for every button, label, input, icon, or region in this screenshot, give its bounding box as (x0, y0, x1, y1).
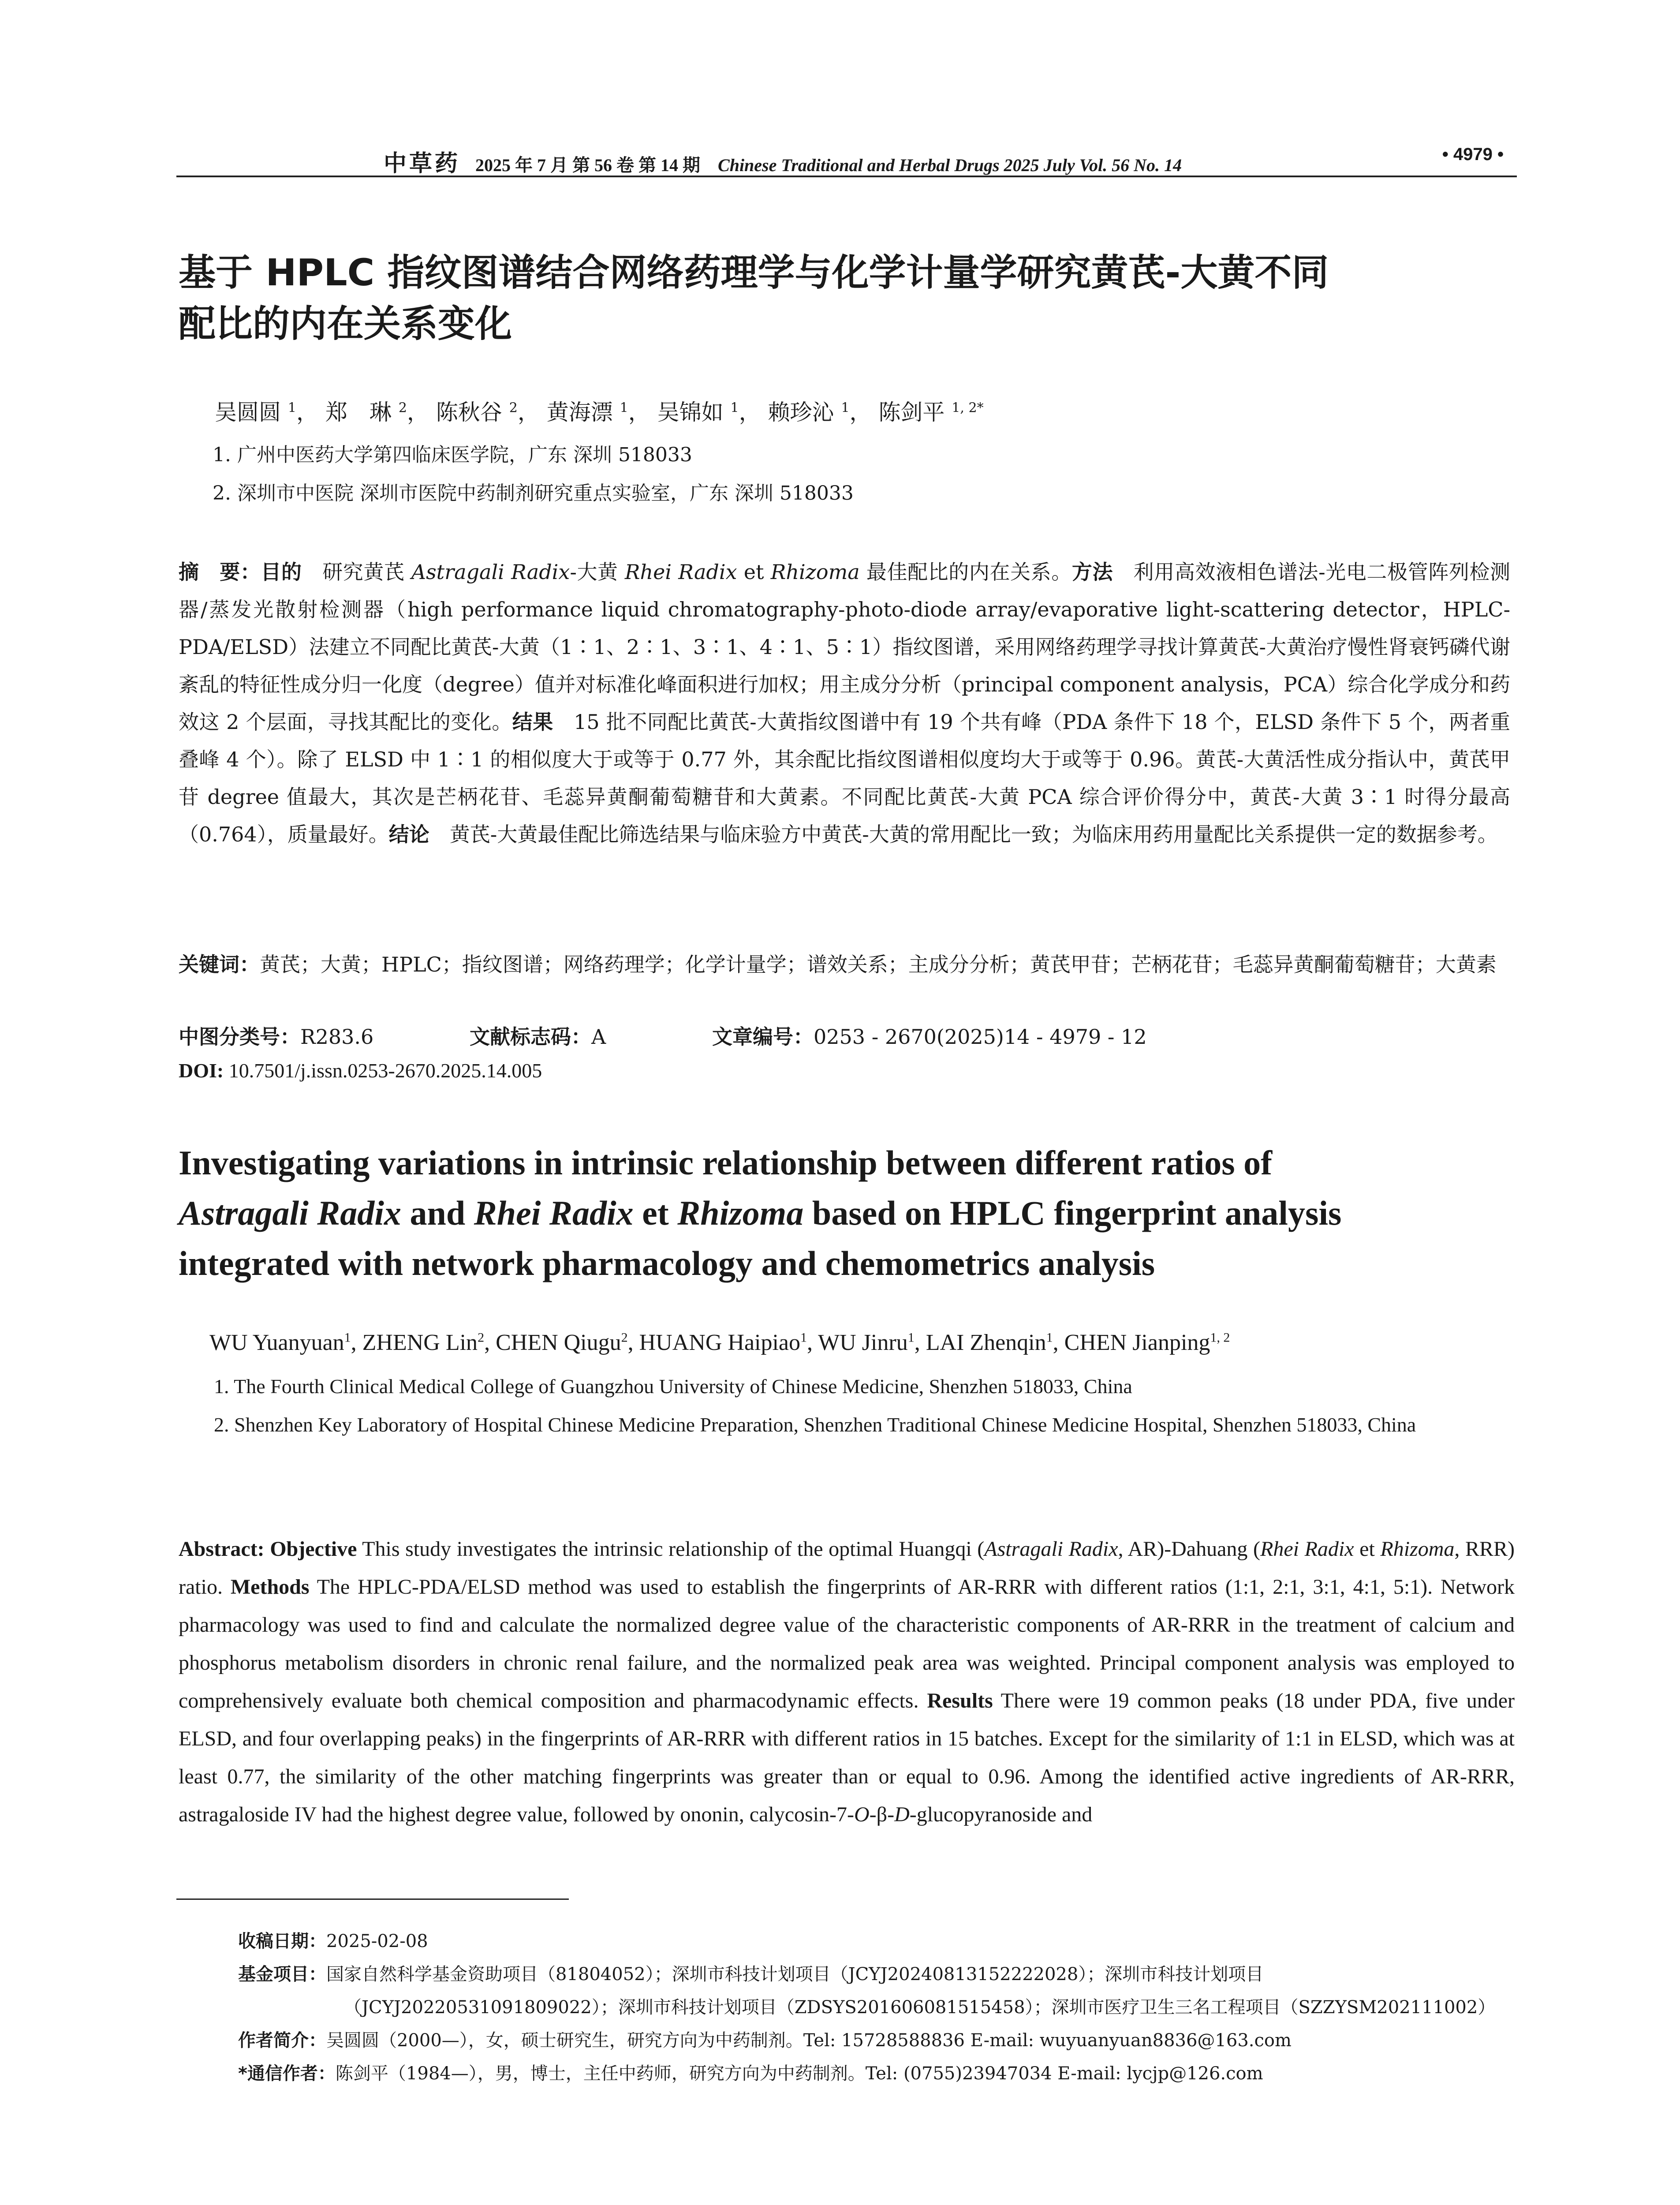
cn-methods-label: 方法 (1071, 560, 1113, 584)
article-no-value: 0253 - 2670(2025)14 - 4979 - 12 (814, 1025, 1147, 1049)
cn-author: 赖珍沁 $^1$ (768, 400, 850, 425)
doi-link[interactable]: 10.7501/j.issn.0253-2670.2025.14.005 (224, 1059, 542, 1082)
footnotes (238, 1925, 1517, 2090)
cn-author: 陈剑平 $^{1, 2*}$ (878, 400, 984, 425)
cn-authors: 吴圆圆 $^1$， 郑 琳 $^2$， 陈秋谷 $^2$， 黄海漂 $^1$， 吴锦如 $^1$， 赖珍沁 $^1$， 陈剑平 $^{1, 2*}$ (215, 400, 984, 425)
en-abstract-label: Abstract: Objective (179, 1537, 357, 1561)
journal-mark: 中草药 (384, 151, 461, 176)
cn-methods-text: 利用高效液相色谱法-光电二极管阵列检测器/蒸发光散射检测器（high performance liquid chromatography-photo-diode array/evaporative light-scattering detector，HPLC-PDA/ELSD）法建立不同配比黄芪-大黄（1∶1、2∶1、3∶1、4∶1、5∶1）指纹图谱，采用网络药理学寻找计算黄芪-大黄治疗慢性肾衰钙磷代谢紊乱的特征性成分归一化度（degree）值并对标准化峰面积进行加权；用主成分分析（principal component analysis，PCA）综合化学成分和药效这 2 个层面，寻找其配比的变化。 (179, 560, 1511, 734)
en-results-label: Results (927, 1689, 993, 1712)
cn-author: 陈秋谷 $^2$ (436, 400, 518, 425)
journal-info (384, 145, 1182, 178)
cn-author: 吴圆圆 $^1$ (215, 400, 296, 425)
en-methods-text: The HPLC-PDA/ELSD method was used to establish the fingerprints of AR-RRR with different ratios (1:1, 2:1, 3:1, 4:1, 5:1). Network pharmacology was used to find and calculate the normalized degree value of the characteristic components of AR-RRR in the treatment of calcium and phosphorus metabolism disorders in chronic renal failure, and the normalized peak area was weighted. Principal component analysis was employed to comprehensively evaluate both chemical composition and pharmacodynamic effects. (179, 1575, 1515, 1712)
journal-cn-issue: 2025 年 7 月 第 56 卷 第 14 期 (475, 155, 701, 175)
en-affiliation-2: 2. Shenzhen Key Laboratory of Hospital Chinese Medicine Preparation, Shenzhen Traditional Chinese Medicine Hospital, Shenzhen 518033, China (214, 1413, 1416, 1436)
cn-results-label: 结果 (512, 710, 553, 734)
cn-abstract: 摘 要：目的 研究黄芪 Astragali Radix-大黄 Rhei Radix et Rhizoma 最佳配比的内在关系。方法 利用高效液相色谱法-光电二极管阵列检测器/蒸发光散射检测器（high performance liquid chromatography-photo-diode array/evaporative light-scattering detector，HPLC-PDA/ELSD）法建立不同配比黄芪-大黄（1∶1、2∶1、3∶1、4∶1、5∶1）指纹图谱，采用网络药理学寻找计算黄芪-大黄治疗慢性肾衰钙磷代谢紊乱的特征性成分归一化度（degree）值并对标准化峰面积进行加权；用主成分分析（principal component analysis，PCA）综合化学成分和药效这 2 个层面，寻找其配比的变化。结果 15 批不同配比黄芪-大黄指纹图谱中有 19 个共有峰（PDA 条件下 18 个，ELSD 条件下 5 个，两者重叠峰 4 个）。除了 ELSD 中 1∶1 的相似度大于或等于 0.77 外，其余配比指纹图谱相似度均大于或等于 0.96。黄芪-大黄活性成分指认中，黄芪甲苷 degree 值最大，其次是芒柄花苷、毛蕊异黄酮葡萄糖苷和大黄素。不同配比黄芪-大黄 PCA 综合评价得分中，黄芪-大黄 3∶1 时得分最高（0.764），质量最好。结论 黄芪-大黄最佳配比筛选结果与临床验方中黄芪-大黄的常用配比一致；为临床用药用量配比关系提供一定的数据参考。 (179, 560, 1511, 846)
clc-value: R283.6 (300, 1025, 374, 1049)
en-title-line3: integrated with network pharmacology and chemometrics analysis (179, 1244, 1155, 1282)
cn-author: 吴锦如 $^1$ (657, 400, 739, 425)
cn-conclusion-label: 结论 (388, 822, 429, 846)
en-author: ZHENG Lin$^2$ (362, 1330, 485, 1355)
article-no-label: 文章编号： (712, 1025, 814, 1049)
cn-keywords-text: 黄芪；大黄；HPLC；指纹图谱；网络药理学；化学计量学；谱效关系；主成分分析；黄芪甲苷；芒柄花苷；毛蕊异黄酮葡萄糖苷；大黄素 (260, 953, 1497, 976)
cn-keywords-label: 关键词： (179, 953, 260, 976)
en-affiliation-1: 1. The Fourth Clinical Medical College of Guangzhou University of Chinese Medicine, Shenzhen 518033, China (214, 1375, 1132, 1398)
en-author: WU Jinru$^1$ (818, 1330, 915, 1355)
running-header (176, 142, 1517, 177)
en-authors: WU Yuanyuan$^1$, ZHENG Lin$^2$, CHEN Qiugu$^2$, HUANG Haipiao$^1$, WU Jinru$^1$, LAI Zhenqin$^1$, CHEN Jianping$^{1, 2}$ (209, 1330, 1230, 1355)
cn-keywords (179, 946, 1510, 983)
en-author: CHEN Qiugu$^2$ (496, 1330, 628, 1355)
page-number: • 4979 • (1442, 145, 1504, 164)
en-author: WU Yuanyuan$^1$ (209, 1330, 351, 1355)
fund-info: 基金项目：国家自然科学基金资助项目（81804052）；深圳市科技计划项目（JCYJ20240813152222028）；深圳市科技计划项目 （JCYJ20220531091809022）；深圳市科技计划项目（ZDSYS201606081515458）；深圳市医疗卫生三名工程项目（SZZYSM202111002） (238, 1964, 1496, 2018)
author-bio: 作者简介：吴圆圆（2000—），女，硕士研究生，研究方向为中药制剂。Tel: 15728588836 E-mail: wuyuanyuan8836@163.com (238, 2030, 1292, 2051)
header-rule (176, 176, 1517, 177)
en-title-line2: Astragali Radix and Rhei Radix et Rhizoma based on HPLC fingerprint analysis (179, 1194, 1342, 1232)
en-title (179, 1138, 1519, 1289)
classification-row (179, 1021, 1147, 1050)
journal-en-issue: Chinese Traditional and Herbal Drugs 2025 July Vol. 56 No. 14 (718, 155, 1182, 175)
cn-abstract-label: 摘 要： (179, 560, 261, 584)
corresponding-author: *通信作者：陈剑平（1984—），男，博士，主任中药师，研究方向为中药制剂。Tel: (0755)23947034 E-mail: lycjp@126.com (238, 2063, 1263, 2084)
en-methods-label: Methods (230, 1575, 310, 1599)
doi-row (179, 1058, 542, 1082)
cn-author: 黄海漂 $^1$ (546, 400, 628, 425)
clc-label: 中图分类号： (179, 1025, 300, 1049)
footnote-rule (176, 1899, 569, 1900)
cn-affiliation-2: 2. 深圳市中医院 深圳市医院中药制剂研究重点实验室，广东 深圳 518033 (213, 482, 854, 505)
en-abstract: Abstract: Objective This study investigates the intrinsic relationship of the optimal Huangqi (Astragali Radix, AR)-Dahuang (Rhei Radix et Rhizoma, RRR) ratio. Methods The HPLC-PDA/ELSD method was used to establish the fingerprints of AR-RRR with different ratios (1:1, 2:1, 3:1, 4:1, 5:1). Network pharmacology was used to find and calculate the normalized degree value of the characteristic components of AR-RRR in the treatment of calcium and phosphorus metabolism disorders in chronic renal failure, and the normalized peak area was weighted. Principal component analysis was employed to comprehensively evaluate both chemical composition and pharmacodynamic effects. Results There were 19 common peaks (18 under PDA, five under ELSD, and four overlapping peaks) in the fingerprints of AR-RRR with different ratios in 15 batches. Except for the similarity of 1:1 in ELSD, which was at least 0.77, the similarity of the other matching fingerprints was greater than or equal to 0.96. Among the identified active ingredients of AR-RRR, astragaloside IV had the highest degree value, followed by ononin, calycosin-7-O-β-D-glucopyranoside and (179, 1537, 1515, 1826)
en-title-line1: Investigating variations in intrinsic relationship between different ratios of (179, 1144, 1273, 1182)
en-author: CHEN Jianping$^{1, 2}$ (1064, 1330, 1230, 1355)
en-author: LAI Zhenqin$^1$ (926, 1330, 1053, 1355)
doi-label: DOI: (179, 1059, 224, 1082)
doc-code-label: 文献标志码： (470, 1025, 591, 1049)
cn-objective-label: 目的 (261, 560, 302, 584)
doc-code-value: A (591, 1025, 606, 1049)
cn-title-line1: 基于 HPLC 指纹图谱结合网络药理学与化学计量学研究黄芪-大黄不同 (179, 251, 1329, 294)
received-date: 收稿日期：2025-02-08 (238, 1931, 428, 1951)
cn-author: 郑 琳 $^2$ (325, 400, 407, 425)
cn-title-line2: 配比的内在关系变化 (179, 302, 512, 345)
cn-title (179, 247, 1501, 349)
cn-conclusion-text: 黄芪-大黄最佳配比筛选结果与临床验方中黄芪-大黄的常用配比一致；为临床用药用量配比关系提供一定的数据参考。 (429, 822, 1498, 846)
cn-affiliation-1: 1. 广州中医药大学第四临床医学院，广东 深圳 518033 (213, 444, 692, 466)
cn-results-text: 15 批不同配比黄芪-大黄指纹图谱中有 19 个共有峰（PDA 条件下 18 个，ELSD 条件下 5 个，两者重叠峰 4 个）。除了 ELSD 中 1∶1 的相似度大于或等于 0.77 外，其余配比指纹图谱相似度均大于或等于 0.96。黄芪-大黄活性成分指认中，黄芪甲苷 degree 值最大，其次是芒柄花苷、毛蕊异黄酮葡萄糖苷和大黄素。不同配比黄芪-大黄 PCA 综合评价得分中，黄芪-大黄 3∶1 时得分最高（0.764），质量最好。 (179, 710, 1510, 846)
en-author: HUANG Haipiao$^1$ (639, 1330, 807, 1355)
